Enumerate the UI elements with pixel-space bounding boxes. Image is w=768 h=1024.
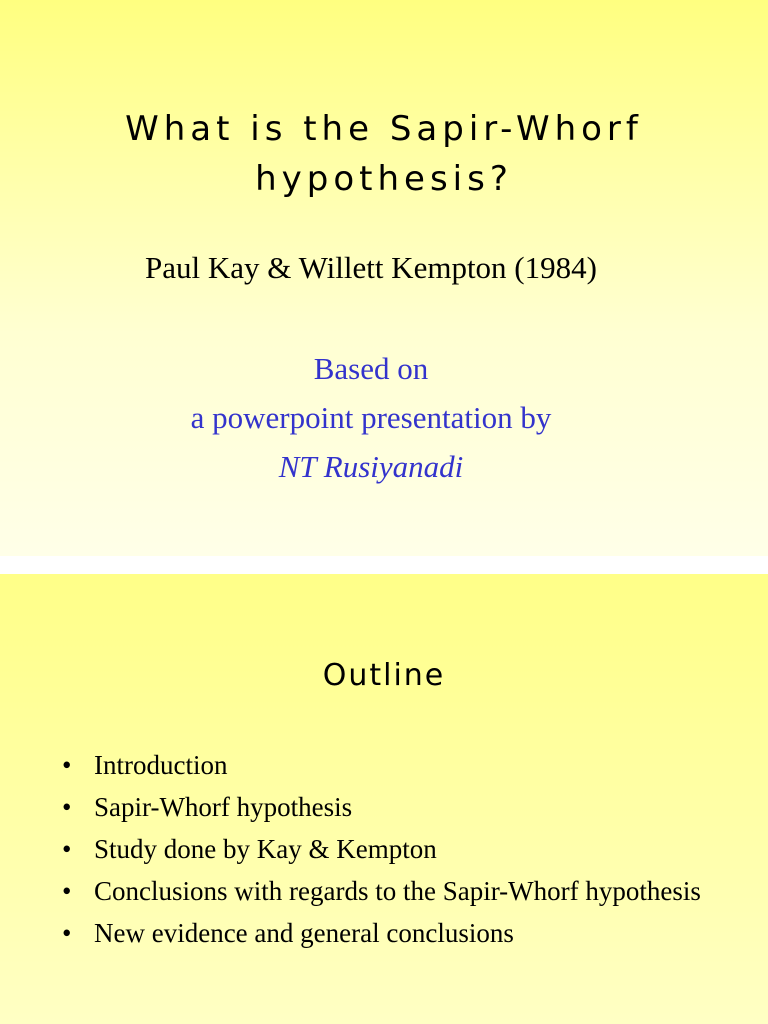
bullet-icon: • [62, 876, 72, 906]
list-item [62, 870, 702, 912]
list-item [62, 912, 702, 954]
list-item-text: Conclusions with regards to the Sapir-Whorf hypothesis [94, 876, 701, 906]
list-item-text: New evidence and general conclusions [94, 918, 514, 948]
outline-title: Outline [322, 658, 446, 693]
list-item-text: Study done by Kay & Kempton [94, 834, 437, 864]
slide-title-line-2: hypothesis? [255, 159, 513, 199]
slide-separator [0, 556, 768, 574]
outline-list [62, 744, 702, 954]
credit-block [0, 344, 742, 491]
credit-line-2: a powerpoint presentation by [190, 400, 552, 435]
list-item-text: Sapir-Whorf hypothesis [94, 792, 353, 822]
credit-author-name: NT Rusiyanadi [278, 449, 464, 484]
list-item [62, 828, 702, 870]
bullet-icon: • [62, 792, 72, 822]
list-item [62, 786, 702, 828]
bullet-icon: • [62, 918, 72, 948]
bullet-icon: • [62, 750, 72, 780]
outline-slide [0, 574, 768, 1024]
authors-line: Paul Kay & Willett Kempton (1984) [145, 250, 597, 285]
bullet-icon: • [62, 834, 72, 864]
slide-title [0, 104, 768, 204]
list-item [62, 744, 702, 786]
credit-line-1: Based on [313, 351, 429, 386]
list-item-text: Introduction [94, 750, 228, 780]
slide-title-line-1: What is the Sapir-Whorf [125, 109, 643, 149]
